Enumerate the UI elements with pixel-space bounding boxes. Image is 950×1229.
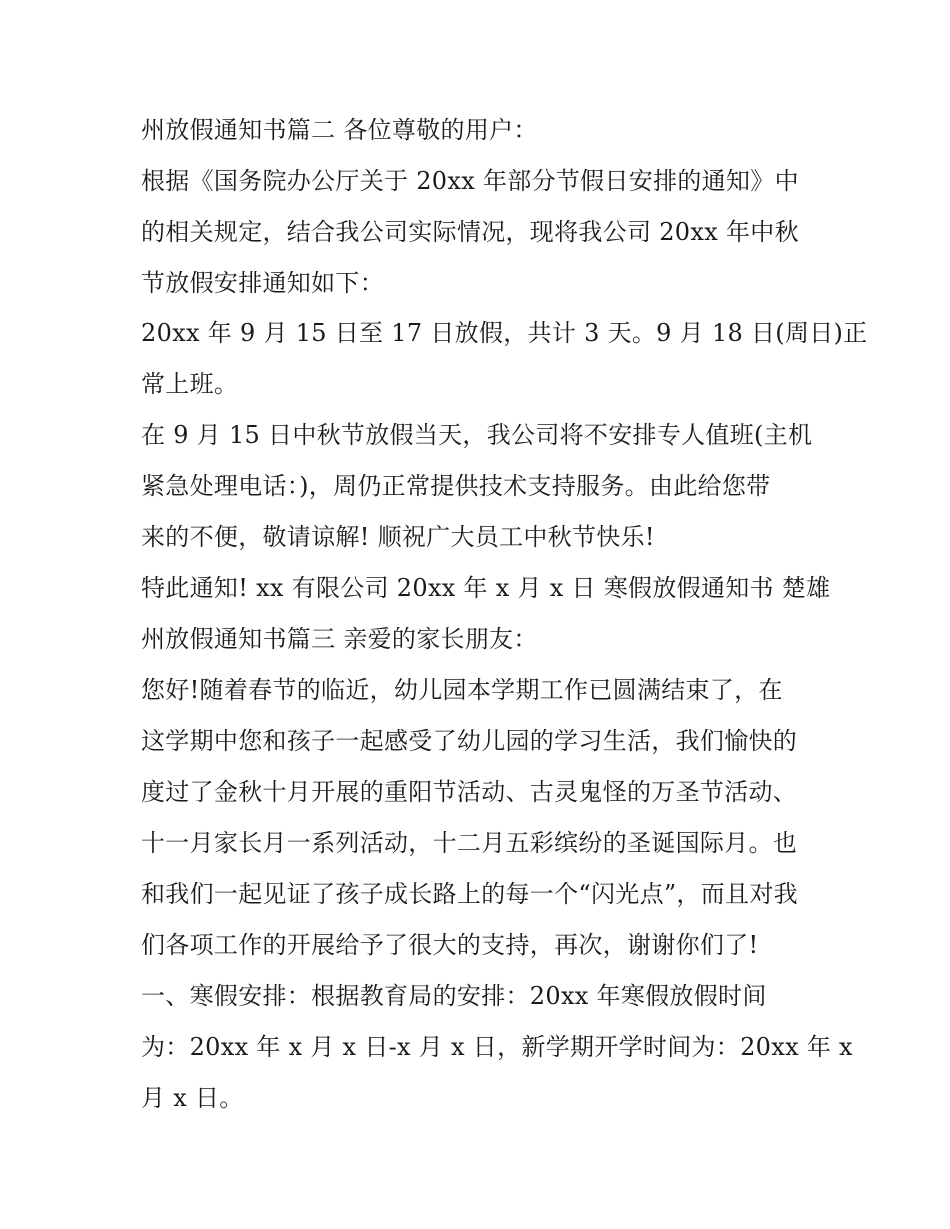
text-line: 的相关规定，结合我公司实际情况，现将我公司 20xx 年中秋 (141, 218, 799, 246)
text-line: 在 9 月 15 日中秋节放假当天，我公司将不安排专人值班(主机 (141, 421, 813, 449)
text-line: 州放假通知书篇二 各位尊敬的用户： (141, 116, 538, 144)
text-line: 常上班。 (141, 370, 239, 398)
text-line: 十一月家长月一系列活动，十二月五彩缤纷的圣诞国际月。也 (141, 829, 798, 857)
text-line: 特此通知! xx 有限公司 20xx 年 x 月 x 日 寒假放假通知书 楚雄 (141, 574, 831, 602)
text-line: 月 x 日。 (141, 1084, 244, 1112)
text-line: 根据《国务院办公厅关于 20xx 年部分节假日安排的通知》中 (141, 167, 799, 195)
text-line: 为：20xx 年 x 月 x 日-x 月 x 日，新学期开学时间为：20xx 年 x (141, 1033, 853, 1061)
text-line: 来的不便，敬请谅解! 顺祝广大员工中秋节快乐! (141, 523, 655, 551)
text-line: 和我们一起见证了孩子成长路上的每一个“闪光点”，而且对我 (141, 880, 798, 908)
text-line: 紧急处理电话：)，周仍正常提供技术支持服务。由此给您带 (141, 472, 771, 500)
text-line: 度过了金秋十月开展的重阳节活动、古灵鬼怪的万圣节活动、 (141, 778, 798, 806)
text-line: 一、寒假安排：根据教育局的安排：20xx 年寒假放假时间 (141, 982, 767, 1010)
text-line: 们各项工作的开展给予了很大的支持，再次，谢谢你们了! (141, 931, 759, 959)
text-line: 节放假安排通知如下： (141, 269, 384, 297)
text-line: 这学期中您和孩子一起感受了幼儿园的学习生活，我们愉快的 (141, 727, 798, 755)
text-line: 20xx 年 9 月 15 日至 17 日放假，共计 3 天。9 月 18 日(周日)正 (141, 319, 868, 347)
text-line: 州放假通知书篇三 亲爱的家长朋友： (141, 625, 538, 653)
text-line: 您好!随着春节的临近，幼儿园本学期工作已圆满结束了，在 (141, 676, 783, 704)
